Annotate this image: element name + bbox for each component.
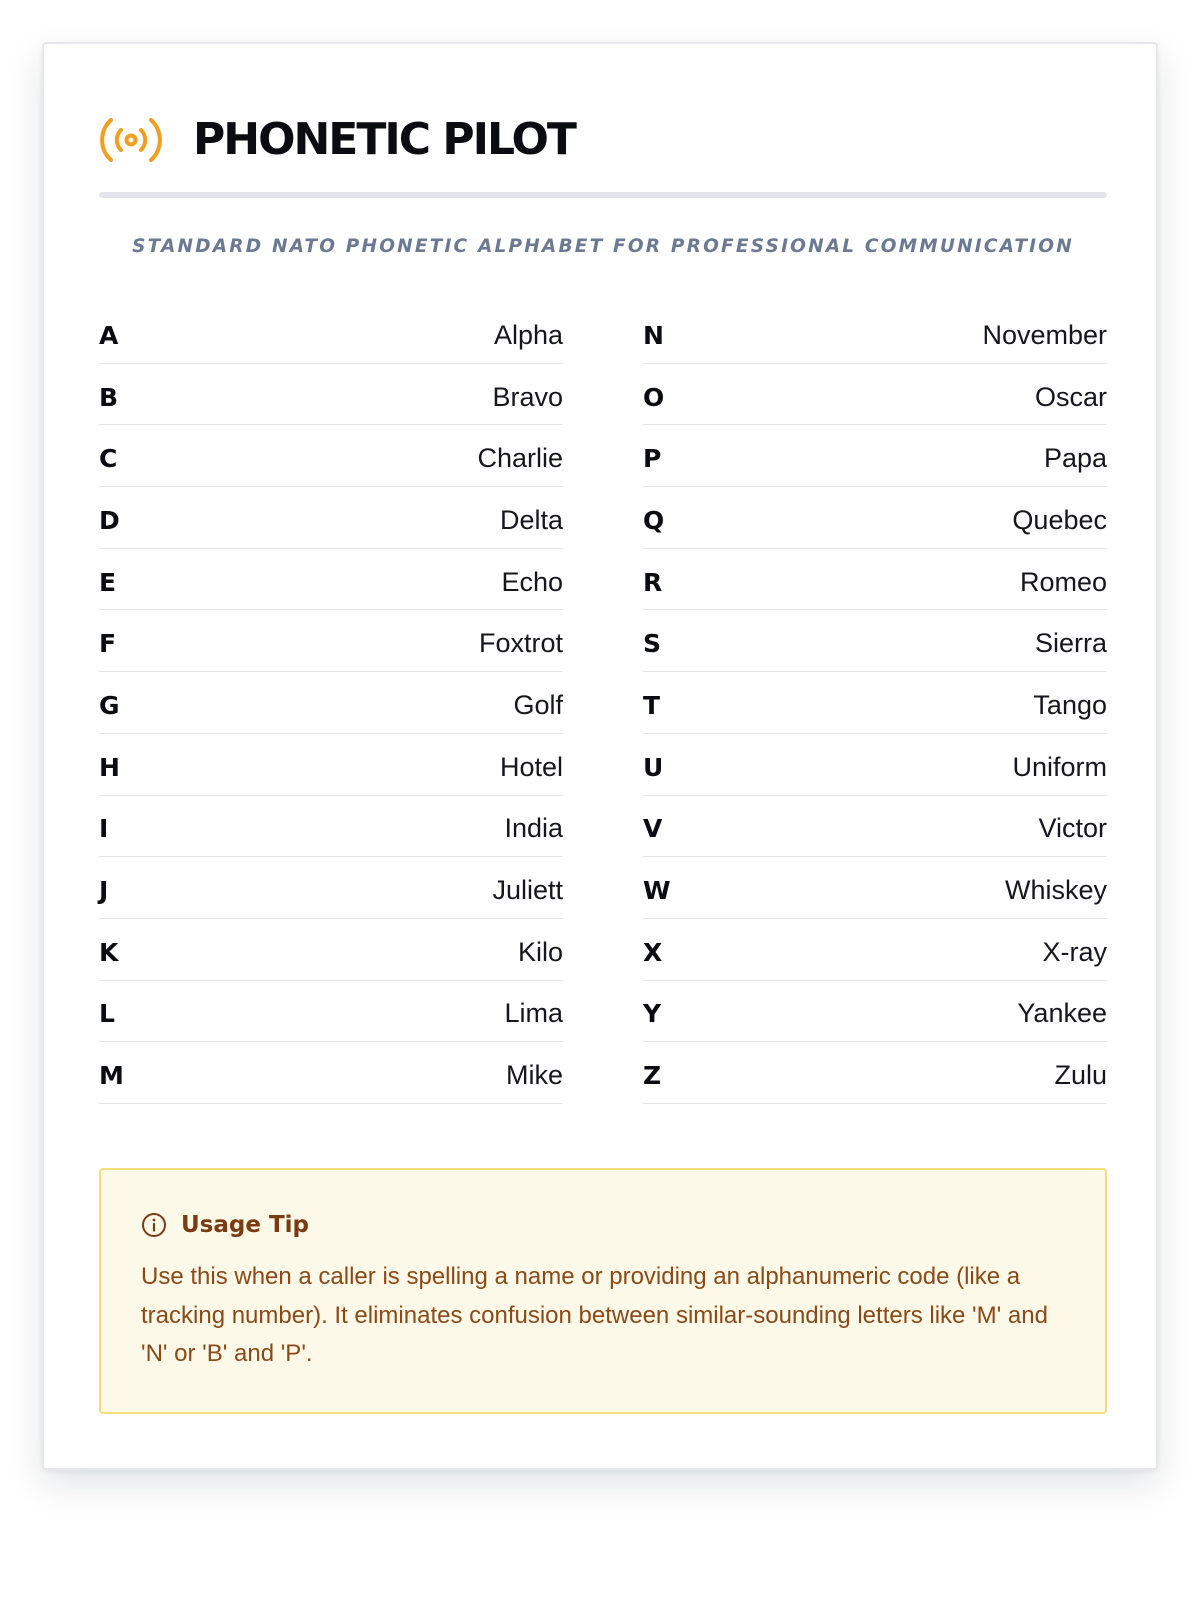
alphabet-row xyxy=(99,487,563,549)
alphabet-row xyxy=(99,425,563,487)
row-letter: G xyxy=(99,690,120,720)
row-letter: K xyxy=(99,937,119,967)
row-letter: Y xyxy=(643,999,662,1029)
row-word: Oscar xyxy=(1034,381,1107,412)
row-letter: O xyxy=(643,382,665,412)
row-letter: V xyxy=(643,814,663,844)
row-word: Charlie xyxy=(477,443,563,474)
alphabet-column-right xyxy=(643,302,1107,1104)
row-word: India xyxy=(504,813,563,844)
alphabet-row xyxy=(643,734,1107,796)
alphabet-row xyxy=(99,981,563,1043)
alphabet-column-left xyxy=(99,302,563,1104)
usage-tip-box xyxy=(99,1168,1107,1414)
alphabet-row xyxy=(99,796,563,858)
alphabet-row xyxy=(99,919,563,981)
header-divider xyxy=(99,192,1107,198)
row-word: X-ray xyxy=(1042,936,1107,967)
row-word: Alpha xyxy=(493,319,563,350)
row-letter: P xyxy=(643,444,662,474)
row-word: Juliett xyxy=(492,875,563,906)
alphabet-row xyxy=(643,672,1107,734)
row-word: Lima xyxy=(504,998,563,1029)
app-header xyxy=(99,104,575,176)
row-letter: B xyxy=(99,382,119,412)
row-word: Hotel xyxy=(499,751,563,782)
row-letter: I xyxy=(99,814,109,844)
alphabet-row xyxy=(99,610,563,672)
alphabet-row xyxy=(643,487,1107,549)
row-word: Quebec xyxy=(1012,504,1107,535)
alphabet-row xyxy=(99,672,563,734)
alphabet-row xyxy=(99,1042,563,1104)
alphabet-row xyxy=(643,981,1107,1043)
page-subtitle: STANDARD NATO PHONETIC ALPHABET FOR PROFESSIONAL COMMUNICATION xyxy=(132,236,1074,257)
row-letter: J xyxy=(99,876,109,906)
info-circle-icon xyxy=(141,1212,167,1238)
row-letter: Z xyxy=(643,1061,662,1091)
row-letter: A xyxy=(99,320,119,350)
row-letter: S xyxy=(643,629,662,659)
alphabet-row xyxy=(643,302,1107,364)
row-word: November xyxy=(982,319,1107,350)
alphabet-row xyxy=(99,364,563,426)
row-word: Bravo xyxy=(492,381,563,412)
row-letter: N xyxy=(643,320,664,350)
row-letter: H xyxy=(99,752,120,782)
row-letter: F xyxy=(99,629,117,659)
row-letter: E xyxy=(99,567,117,597)
alphabet-row xyxy=(99,857,563,919)
row-word: Whiskey xyxy=(1004,875,1107,906)
alphabet-row xyxy=(643,1042,1107,1104)
alphabet-row xyxy=(643,425,1107,487)
alphabet-row xyxy=(643,364,1107,426)
usage-tip-title: Usage Tip xyxy=(181,1212,309,1238)
alphabet-row xyxy=(643,796,1107,858)
row-letter: C xyxy=(99,444,118,474)
row-word: Zulu xyxy=(1054,1060,1107,1091)
row-letter: L xyxy=(99,999,115,1029)
row-word: Delta xyxy=(499,504,563,535)
row-letter: T xyxy=(643,690,661,720)
row-letter: R xyxy=(643,567,663,597)
row-letter: M xyxy=(99,1061,124,1091)
row-letter: U xyxy=(643,752,664,782)
row-letter: X xyxy=(643,937,663,967)
row-word: Tango xyxy=(1033,689,1107,720)
row-word: Yankee xyxy=(1017,998,1107,1029)
alphabet-row xyxy=(643,610,1107,672)
row-letter: W xyxy=(643,876,671,906)
page-title: PHONETIC PILOT xyxy=(193,114,575,165)
row-word: Papa xyxy=(1043,443,1107,474)
row-word: Kilo xyxy=(517,936,563,967)
alphabet-row xyxy=(99,549,563,611)
row-letter: Q xyxy=(643,505,665,535)
row-word: Golf xyxy=(513,689,563,720)
row-word: Uniform xyxy=(1012,751,1107,782)
alphabet-row xyxy=(643,549,1107,611)
row-word: Mike xyxy=(505,1060,563,1091)
usage-tip-text: Use this when a caller is spelling a name or providing an alphanumeric code (like a tracking number). It eliminates confusion between similar-sounding letters like 'M' and 'N' or 'B' and 'P'. xyxy=(141,1263,1048,1367)
broadcast-signal-icon xyxy=(99,114,163,166)
alphabet-row xyxy=(99,302,563,364)
alphabet-row xyxy=(643,919,1107,981)
alphabet-row xyxy=(643,857,1107,919)
usage-tip-header xyxy=(141,1212,309,1238)
row-word: Sierra xyxy=(1034,628,1107,659)
row-word: Foxtrot xyxy=(478,628,563,659)
row-word: Echo xyxy=(501,566,563,597)
row-letter: D xyxy=(99,505,120,535)
row-word: Romeo xyxy=(1019,566,1107,597)
phonetic-card xyxy=(42,42,1158,1470)
row-word: Victor xyxy=(1038,813,1107,844)
alphabet-row xyxy=(99,734,563,796)
